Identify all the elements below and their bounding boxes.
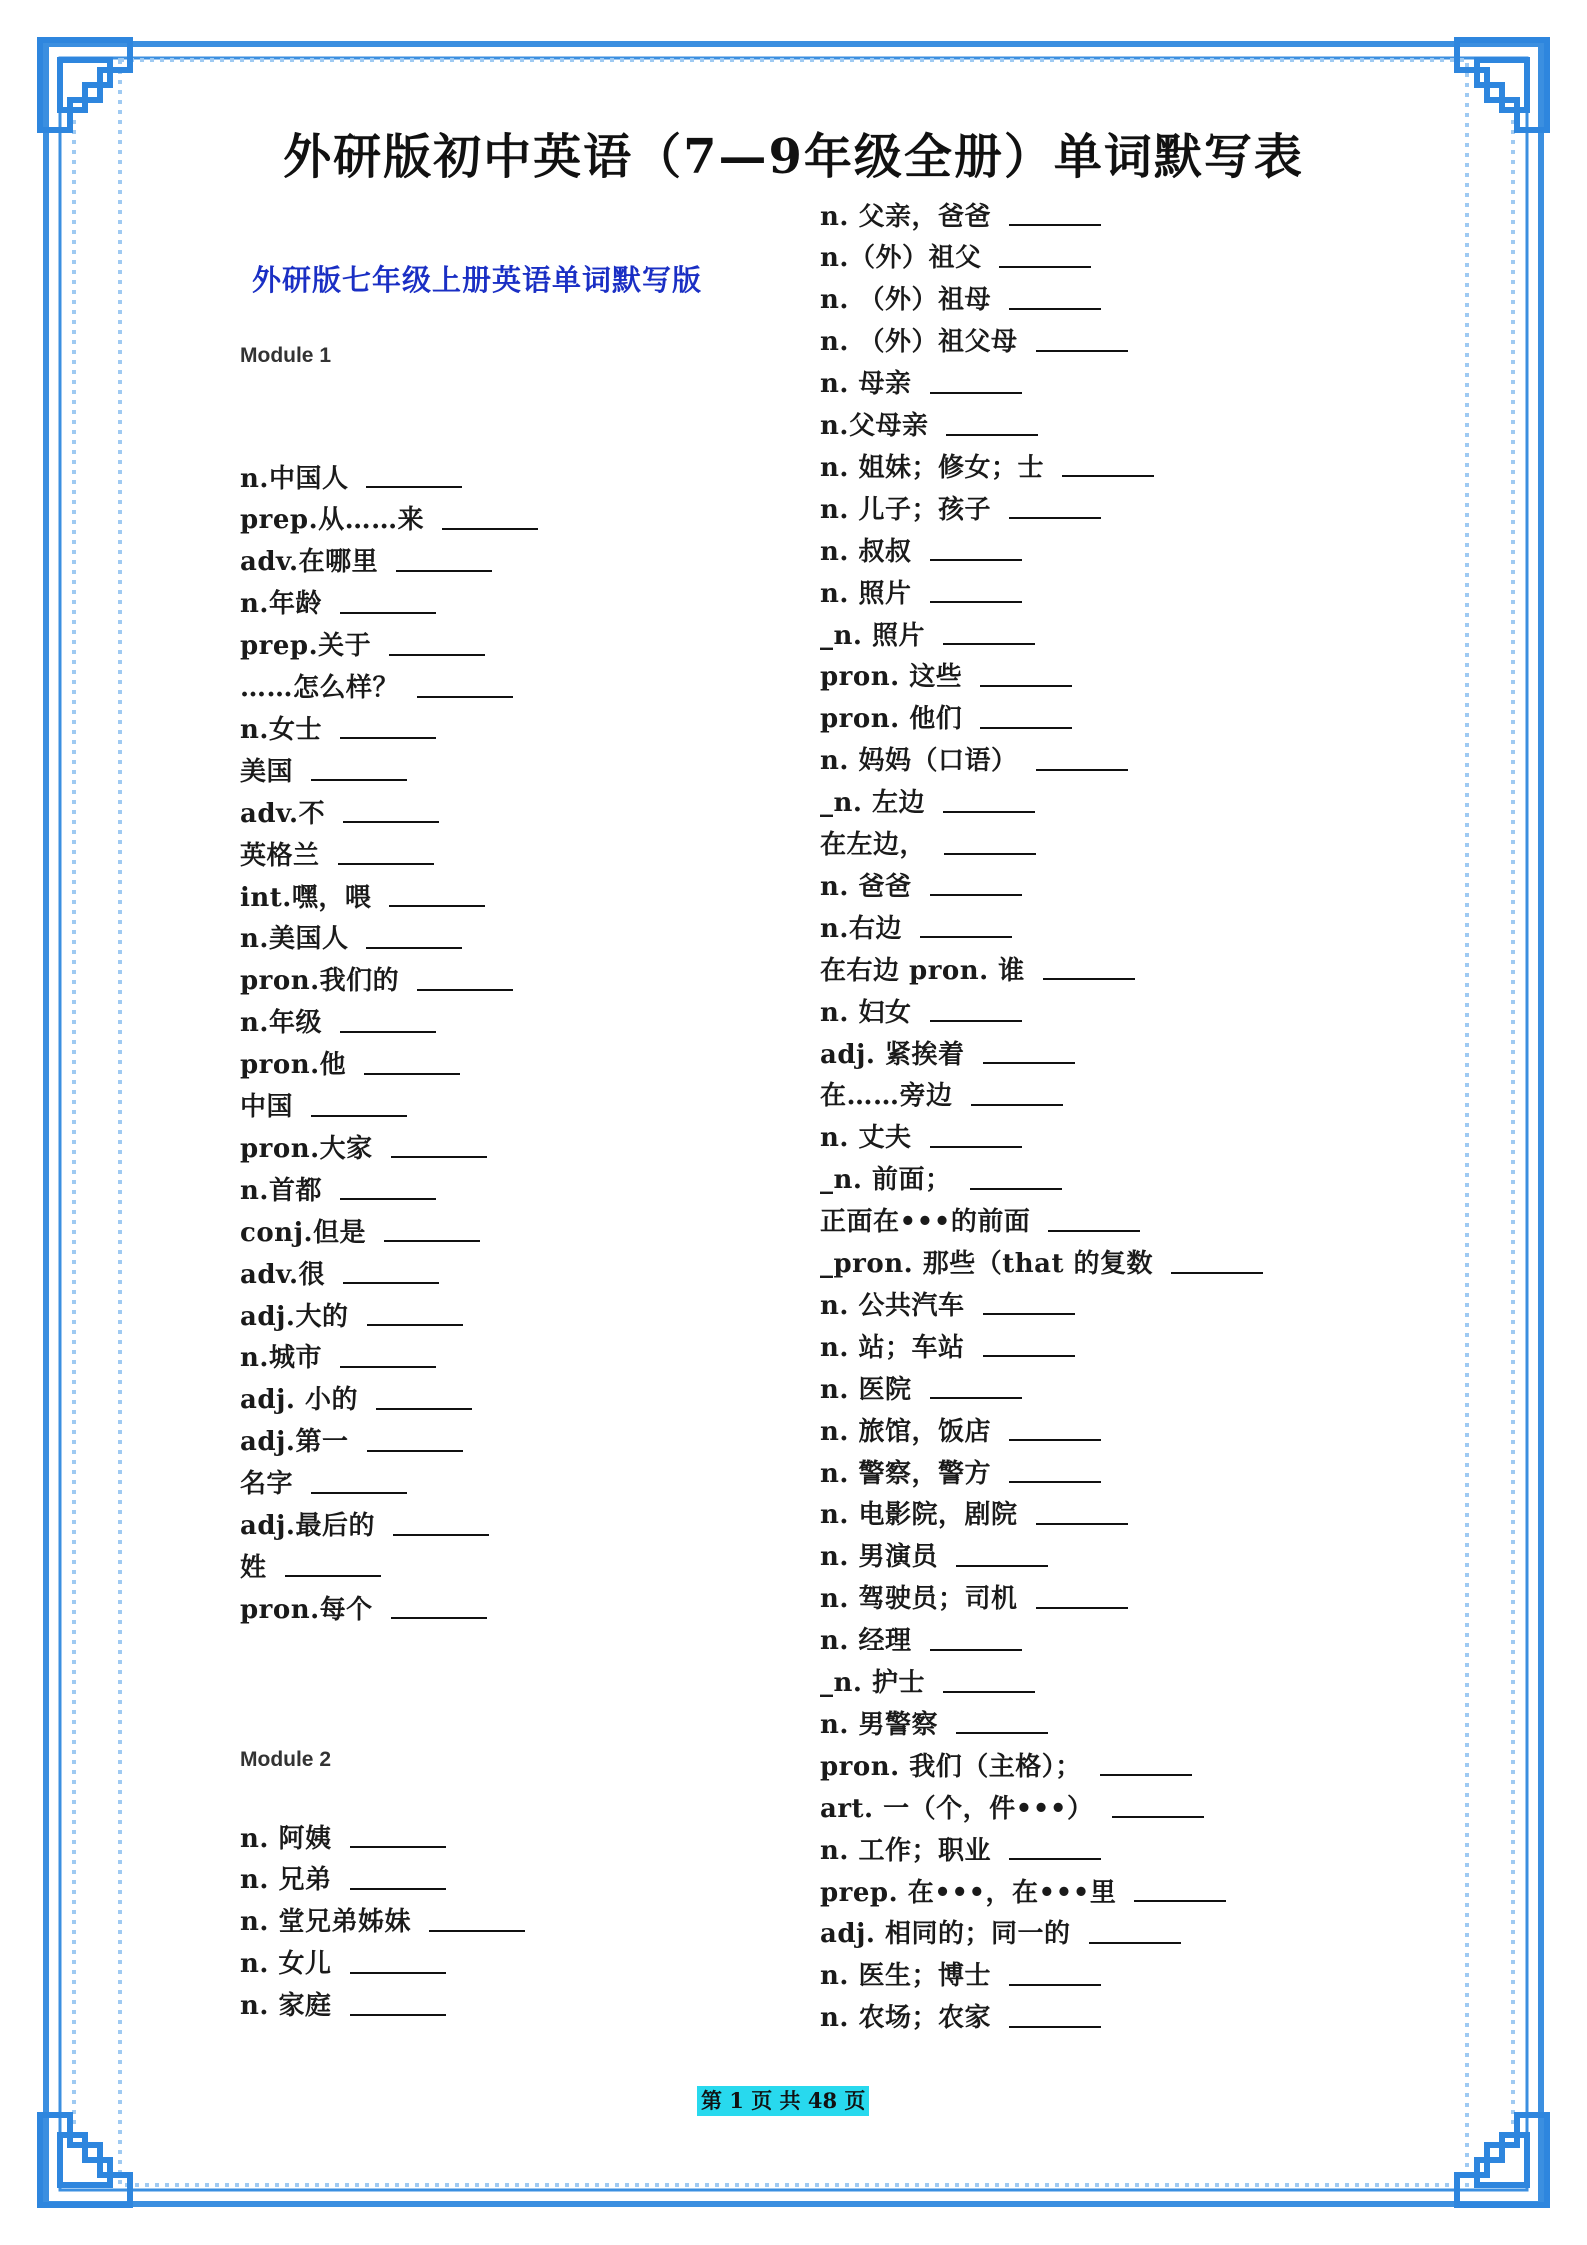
vocab-item	[820, 908, 1012, 944]
vocab-definition: n. 丈夫	[820, 1123, 912, 1154]
vocab-definition: adj. 小的	[240, 1385, 359, 1416]
answer-blank[interactable]	[350, 1824, 446, 1848]
vocab-definition: adv.在哪里	[240, 547, 379, 578]
vocab-definition: conj.但是	[240, 1217, 367, 1248]
answer-blank[interactable]	[943, 789, 1035, 813]
vocab-definition: pron.我们的	[240, 966, 400, 997]
vocab-item	[240, 1944, 446, 1980]
vocab-item	[240, 1902, 525, 1938]
vocab-definition: n. （外）祖父母	[820, 327, 1018, 358]
vocab-definition: _pron. 那些（that 的复数	[820, 1249, 1154, 1279]
vocab-item	[240, 1464, 407, 1500]
vocab-item	[240, 1087, 407, 1123]
answer-blank[interactable]	[1009, 202, 1101, 226]
answer-blank[interactable]	[384, 1218, 480, 1242]
vocab-item	[240, 1254, 439, 1290]
vocab-definition: prep.关于	[240, 631, 372, 662]
vocab-item	[240, 709, 436, 745]
vocab-item	[240, 961, 513, 997]
vocab-item	[820, 406, 1038, 442]
vocab-item	[820, 1704, 1048, 1740]
answer-blank[interactable]	[1043, 956, 1135, 980]
answer-blank[interactable]	[943, 621, 1035, 645]
vocab-item	[820, 1244, 1263, 1280]
page-footer: 第 1 页 共 48 页	[697, 2086, 869, 2116]
vocab-definition: n.年龄	[240, 589, 322, 620]
answer-blank[interactable]	[930, 1124, 1022, 1148]
vocab-definition: n. 叔叔	[820, 536, 912, 567]
answer-blank[interactable]	[366, 464, 462, 488]
vocab-definition: 在左边，	[820, 830, 927, 860]
vocab-item	[820, 825, 1036, 861]
answer-blank[interactable]	[340, 715, 436, 739]
vocab-definition: art. 一（个，件•••）	[820, 1793, 1094, 1824]
vocab-definition: n. 站；车站	[820, 1332, 965, 1363]
vocab-item	[820, 1872, 1226, 1908]
vocab-item	[820, 447, 1154, 483]
vocab-item	[820, 1663, 1035, 1699]
vocab-definition: n. 家庭	[240, 1991, 332, 2022]
vocab-definition: n.首都	[240, 1175, 322, 1206]
vocab-definition: n.女士	[240, 714, 322, 745]
answer-blank[interactable]	[311, 1093, 407, 1117]
vocab-definition: n. 儿子；孩子	[820, 494, 992, 525]
vocab-item	[820, 1746, 1192, 1782]
answer-blank[interactable]	[944, 831, 1036, 855]
answer-blank[interactable]	[391, 1595, 487, 1619]
vocab-item	[820, 1537, 1048, 1573]
answer-blank[interactable]	[343, 799, 439, 823]
answer-blank[interactable]	[930, 1375, 1022, 1399]
vocab-definition: ……怎么样？	[240, 673, 400, 703]
vocab-definition: n.（外）祖父	[820, 243, 982, 274]
vocab-item	[820, 1285, 1075, 1321]
answer-blank[interactable]	[999, 244, 1091, 268]
vocab-item	[240, 751, 407, 787]
vocab-definition: _n. 左边	[820, 788, 926, 819]
vocab-item	[820, 1453, 1101, 1489]
answer-blank[interactable]	[340, 590, 436, 614]
vocab-item	[820, 1327, 1075, 1363]
answer-blank[interactable]	[393, 1512, 489, 1536]
vocab-definition: n. 男警察	[820, 1709, 939, 1740]
vocab-item	[820, 322, 1128, 358]
vocab-item	[820, 1621, 1022, 1657]
vocab-item	[820, 1076, 1063, 1112]
vocab-definition: 美国	[240, 756, 294, 787]
vocab-item	[240, 1045, 460, 1081]
vocab-definition: pron.大家	[240, 1133, 373, 1164]
answer-blank[interactable]	[930, 998, 1022, 1022]
answer-blank[interactable]	[983, 1291, 1075, 1315]
page-title: 外研版初中英语（7—9年级全册）单词默写表	[283, 129, 1304, 185]
vocab-item	[820, 1202, 1140, 1238]
vocab-item	[820, 489, 1101, 525]
vocab-definition: n. 农场；农家	[820, 2003, 992, 2034]
module1-label: Module 1	[240, 344, 332, 367]
vocab-item	[240, 1547, 381, 1583]
vocab-definition: n. 母亲	[820, 369, 912, 400]
vocab-item	[240, 1212, 480, 1248]
vocab-item	[820, 1956, 1101, 1992]
answer-blank[interactable]	[367, 1428, 463, 1452]
answer-blank[interactable]	[1100, 1752, 1192, 1776]
answer-blank[interactable]	[971, 1082, 1063, 1106]
vocab-item	[240, 1380, 472, 1416]
module2-label: Module 2	[240, 1748, 332, 1771]
answer-blank[interactable]	[980, 705, 1072, 729]
vocab-definition: n. 姐妹；修女；士	[820, 452, 1045, 483]
vocab-item	[820, 1998, 1101, 2034]
page-subtitle: 外研版七年级上册英语单词默写版	[252, 263, 703, 297]
vocab-definition: n.中国人	[240, 463, 349, 494]
answer-blank[interactable]	[1089, 1920, 1181, 1944]
answer-blank[interactable]	[311, 1470, 407, 1494]
vocab-definition: _n. 照片	[820, 620, 926, 651]
vocab-item	[240, 626, 485, 662]
answer-blank[interactable]	[930, 579, 1022, 603]
vocab-definition: pron.每个	[240, 1594, 373, 1625]
vocab-item	[820, 531, 1022, 567]
vocab-item	[820, 573, 1022, 609]
vocab-item	[240, 919, 462, 955]
vocab-definition: n. 照片	[820, 578, 912, 609]
vocab-item	[820, 1788, 1204, 1824]
vocab-definition: int.嘿，喂	[240, 882, 372, 913]
vocab-definition: 姓	[240, 1552, 267, 1583]
vocab-item	[240, 1296, 463, 1332]
vocab-definition: n. 男演员	[820, 1542, 939, 1573]
answer-blank[interactable]	[956, 1543, 1048, 1567]
vocab-item	[240, 835, 434, 871]
answer-blank[interactable]	[417, 967, 513, 991]
vocab-item	[820, 1579, 1128, 1615]
answer-blank[interactable]	[429, 1908, 525, 1932]
vocab-definition: n. 医生；博士	[820, 1961, 992, 1992]
vocab-definition: adv.不	[240, 798, 326, 829]
vocab-item	[240, 1128, 487, 1164]
answer-blank[interactable]	[930, 537, 1022, 561]
answer-blank[interactable]	[285, 1553, 381, 1577]
answer-blank[interactable]	[930, 872, 1022, 896]
vocab-definition: n. 经理	[820, 1626, 912, 1657]
vocab-item	[820, 741, 1128, 777]
vocab-definition: n. 电影院，剧院	[820, 1500, 1018, 1531]
vocab-definition: 名字	[240, 1469, 294, 1500]
answer-blank[interactable]	[389, 883, 485, 907]
answer-blank[interactable]	[311, 757, 407, 781]
vocab-item	[820, 238, 1091, 274]
answer-blank[interactable]	[970, 1166, 1062, 1190]
answer-blank[interactable]	[943, 1669, 1035, 1693]
answer-blank[interactable]	[350, 1992, 446, 2016]
vocab-item	[820, 866, 1022, 902]
vocab-definition: n. 医院	[820, 1374, 912, 1405]
answer-blank[interactable]	[1009, 2004, 1101, 2028]
answer-blank[interactable]	[338, 841, 434, 865]
vocab-definition: n. 公共汽车	[820, 1290, 965, 1321]
vocab-item	[820, 196, 1101, 232]
vocab-definition: n.年级	[240, 1008, 322, 1039]
answer-blank[interactable]	[367, 1302, 463, 1326]
vocab-item	[820, 1914, 1181, 1950]
answer-blank[interactable]	[396, 548, 492, 572]
vocab-definition: adj.大的	[240, 1301, 349, 1332]
vocab-item	[240, 1986, 446, 2022]
vocab-definition: pron. 我们（主格）；	[820, 1751, 1082, 1782]
vocab-definition: n.右边	[820, 913, 902, 944]
vocab-definition: pron. 他们	[820, 704, 963, 735]
vocab-item	[820, 1034, 1075, 1070]
vocab-definition: 中国	[240, 1092, 294, 1122]
vocab-definition: adv.很	[240, 1259, 326, 1290]
answer-blank[interactable]	[376, 1386, 472, 1410]
answer-blank[interactable]	[1062, 453, 1154, 477]
vocab-item	[820, 1411, 1101, 1447]
vocab-item	[820, 992, 1022, 1028]
answer-blank[interactable]	[946, 412, 1038, 436]
answer-blank[interactable]	[930, 370, 1022, 394]
vocab-item	[820, 1118, 1022, 1154]
vocab-definition: n. 工作；职业	[820, 1835, 992, 1866]
vocab-definition: 正面在•••的前面	[820, 1207, 1031, 1238]
vocab-item	[820, 280, 1101, 316]
vocab-definition: n. 女儿	[240, 1949, 332, 1980]
vocab-item	[820, 1369, 1022, 1405]
vocab-definition: _n. 护士	[820, 1668, 926, 1698]
answer-blank[interactable]	[1009, 1836, 1101, 1860]
answer-blank[interactable]	[417, 674, 513, 698]
answer-blank[interactable]	[1009, 1962, 1101, 1986]
answer-blank[interactable]	[1036, 1501, 1128, 1525]
vocab-definition: prep.从……来	[240, 505, 425, 536]
vocab-definition: 在右边 pron. 谁	[820, 955, 1025, 986]
answer-blank[interactable]	[389, 632, 485, 656]
vocab-item	[820, 699, 1072, 735]
vocab-item	[240, 793, 439, 829]
vocab-item	[240, 1818, 446, 1854]
vocab-definition: pron.他	[240, 1050, 347, 1081]
vocab-definition: n. 妈妈（口语）	[820, 746, 1018, 777]
vocab-definition: pron. 这些	[820, 662, 963, 693]
answer-blank[interactable]	[1009, 1417, 1101, 1441]
answer-blank[interactable]	[1009, 1459, 1101, 1483]
vocab-definition: adj.第一	[240, 1427, 349, 1458]
vocab-item	[240, 1506, 489, 1542]
answer-blank[interactable]	[340, 1344, 436, 1368]
vocab-definition: n. 阿姨	[240, 1823, 332, 1854]
answer-blank[interactable]	[1036, 328, 1128, 352]
vocab-item	[820, 364, 1022, 400]
vocab-definition: n. 妇女	[820, 997, 912, 1028]
vocab-definition: n.城市	[240, 1343, 322, 1374]
answer-blank[interactable]	[1036, 747, 1128, 771]
answer-blank[interactable]	[983, 1333, 1075, 1357]
answer-blank[interactable]	[350, 1950, 446, 1974]
vocab-definition: 在……旁边	[820, 1081, 953, 1112]
vocab-item	[820, 1160, 1062, 1196]
answer-blank[interactable]	[350, 1866, 446, 1890]
vocab-item	[240, 1422, 463, 1458]
vocab-item	[240, 1589, 487, 1625]
vocab-definition: prep. 在•••，在•••里	[820, 1877, 1117, 1908]
vocab-definition: n. 驾驶员；司机	[820, 1584, 1018, 1615]
vocab-item	[240, 1003, 436, 1039]
vocab-definition: n. （外）祖母	[820, 285, 992, 316]
answer-blank[interactable]	[1048, 1208, 1140, 1232]
answer-blank[interactable]	[956, 1710, 1048, 1734]
vocab-definition: n. 父亲，爸爸	[820, 201, 992, 232]
vocab-definition: adj. 相同的；同一的	[820, 1919, 1071, 1950]
vocab-item	[820, 783, 1035, 819]
answer-blank[interactable]	[364, 1051, 460, 1075]
answer-blank[interactable]	[1134, 1878, 1226, 1902]
vocab-item	[240, 458, 462, 494]
vocab-item	[240, 1338, 436, 1374]
vocab-definition: adj. 紧挨着	[820, 1039, 965, 1070]
vocab-item	[820, 615, 1035, 651]
vocab-item	[240, 500, 538, 536]
vocab-definition: n.父母亲	[820, 411, 929, 441]
answer-blank[interactable]	[1036, 1585, 1128, 1609]
answer-blank[interactable]	[1171, 1250, 1263, 1274]
vocab-definition: n. 旅馆，饭店	[820, 1416, 992, 1447]
vocab-definition: n. 爸爸	[820, 871, 912, 902]
vocab-item	[820, 950, 1135, 986]
answer-blank[interactable]	[340, 1176, 436, 1200]
vocab-definition: n. 兄弟	[240, 1865, 332, 1896]
vocab-definition: n.美国人	[240, 924, 349, 955]
vocab-item	[240, 1860, 446, 1896]
answer-blank[interactable]	[983, 1040, 1075, 1064]
answer-blank[interactable]	[343, 1260, 439, 1284]
answer-blank[interactable]	[1009, 495, 1101, 519]
vocab-definition: _n. 前面；	[820, 1165, 952, 1196]
answer-blank[interactable]	[1009, 286, 1101, 310]
vocab-definition: n. 警察，警方	[820, 1458, 992, 1489]
answer-blank[interactable]	[391, 1134, 487, 1158]
vocab-item	[240, 584, 436, 620]
vocab-item	[240, 668, 513, 704]
answer-blank[interactable]	[1112, 1794, 1204, 1818]
answer-blank[interactable]	[340, 1009, 436, 1033]
vocab-item	[240, 1170, 436, 1206]
answer-blank[interactable]	[930, 1627, 1022, 1651]
vocab-item	[240, 877, 485, 913]
vocab-item	[820, 657, 1072, 693]
answer-blank[interactable]	[442, 506, 538, 530]
vocab-item	[820, 1830, 1101, 1866]
vocab-definition: 英格兰	[240, 840, 320, 871]
vocab-item	[820, 1495, 1128, 1531]
vocab-definition: adj.最后的	[240, 1511, 375, 1541]
answer-blank[interactable]	[980, 663, 1072, 687]
vocab-item	[240, 542, 492, 578]
vocab-definition: n. 堂兄弟姊妹	[240, 1907, 412, 1938]
answer-blank[interactable]	[920, 914, 1012, 938]
answer-blank[interactable]	[366, 925, 462, 949]
